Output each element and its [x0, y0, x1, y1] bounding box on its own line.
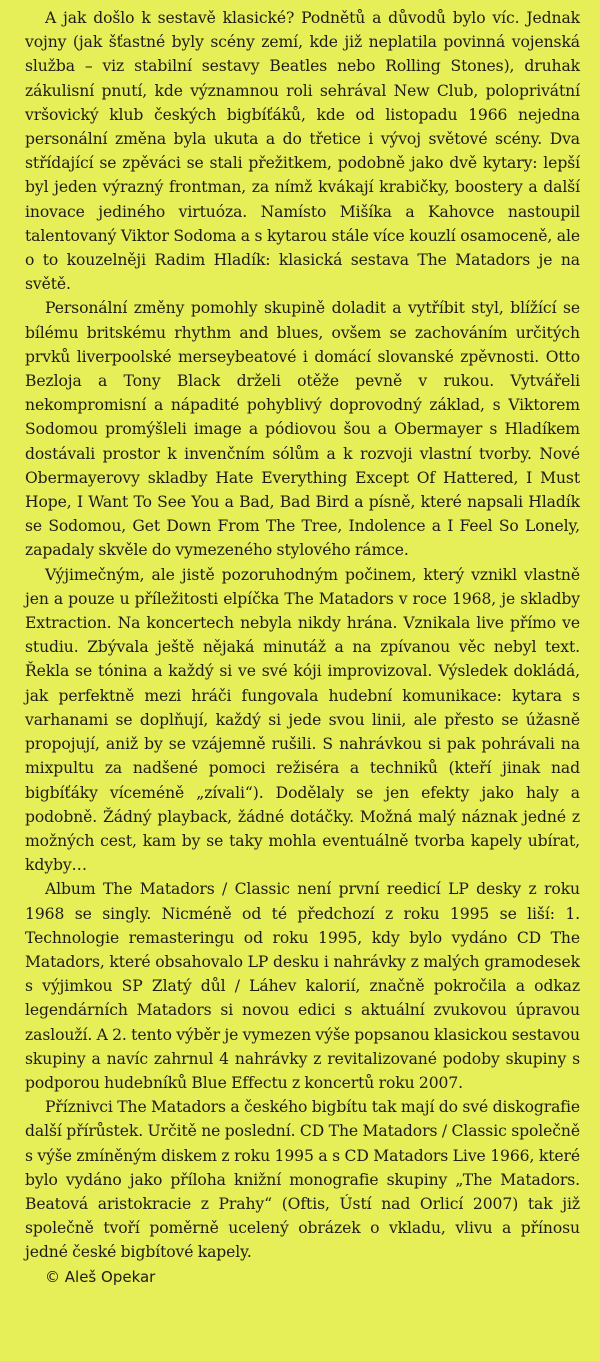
paragraph-discography: Příznivci The Matadors a českého bigbítu tak mají do své diskografie další přírůstek. Určitě ne poslední. CD The Matadors / Classic společně s výše zmíněným diskem z roku 1995 a s CD Matadors Live 1966, které bylo vydáno jako příloha knižní monografie skupiny „The Matadors. Beatová aristokracie z Prahy“ (Oftis, Ústí nad Orlicí 2007) tak již společně tvoří poměrně ucelený obrázek o vkladu, vlivu a přínosu jedné české bigbítové kapely.	[25, 1098, 580, 1262]
author-signature: © Aleš Opekar	[45, 1267, 156, 1286]
paragraph-classic-lineup: A jak došlo k sestavě klasické? Podnětů a důvodů bylo víc. Jednak vojny (jak šťastné byly scény zemí, kde již neplatila povinná vojenská služba – viz stabilní sestavy Beatles nebo Rolling Stones), druhak zákulisní pnutí, kde významnou roli sehrával New Club, poloprivátní vršovický klub českých bigbíťáků, kde od listopadu 1966 nejedna personální změna byla ukuta a do třetice i vývoj světové scény. Dva střídající se zpěváci se stali přežitkem, podobně jako dvě kytary: lepší byl jeden výrazný frontman, za nímž kvákají krabičky, boostery a další inovace jediného virtuóza. Namísto Mišíka a Kahovce nastoupil talentovaný Viktor Sodoma a s kytarou stále více kouzlí osamoceně, ale o to kouzelněji Radim Hladík: klasická sestava The Matadors je na světě.	[25, 9, 580, 294]
paragraph-style: Personální změny pomohly skupině doladit a vytříbit styl, blížící se bílému britskému rhythm and blues, ovšem se zachováním určitých prvků liverpoolské merseybeatové i domácí slovanské zpěvnosti. Otto Bezloja a Tony Black drželi otěže pevně v rukou. Vytvářeli nekompromisní a nápadité pohyblivý doprovodný základ, s Viktorem Sodomou promýšleli image a pódiovou šou a Obermayer s Hladíkem dostávali prostor k invenčním sólům a k rozvoji vlastní tvorby. Nové Obermayerovy skladby Hate Everything Except Of Hattered, I Must Hope, I Want To See You a Bad, Bad Bird a písně, které napsali Hladík se Sodomou, Get Down From The Tree, Indolence a I Feel So Lonely, zapadaly skvěle do vymezeného stylového rámce.	[25, 299, 580, 560]
paragraph-extraction: Výjimečným, ale jistě pozoruhodným počinem, který vznikl vlastně jen a pouze u příležitosti elpíčka The Matadors v roce 1968, je skladby Extraction. Na koncertech nebyla nikdy hrána. Vznikala live přímo ve studiu. Zbývala ještě nějaká minutáž a na zpívanou věc nebyl text. Řekla se tónina a každý si ve své kóji improvizoval. Výsledek dokládá, jak perfektně mezi hráči fungovala hudební komunikace: kytara s varhanami se doplňují, každý si jede svou linii, ale přesto se úžasně propojují, aniž by se vzájemně rušili. S nahrávkou si pak pohrávali na mixpultu za nadšené pomoci režiséra a techniků (kteří jinak nad bigbíťáky víceméně „zívali“). Dodělaly se jen efekty jako haly a podobně. Žádný playback, žádné dotáčky. Možná malý náznak jedné z možných cest, kam by se taky mohla eventuálně tvorba kapely ubírat, kdyby…	[25, 565, 580, 875]
paragraph-reissue: Album The Matadors / Classic není první reedicí LP desky z roku 1968 se singly. Nicméně od té předchozí z roku 1995 se liší: 1. Technologie remasteringu od roku 1995, kdy bylo vydáno CD The Matadors, které obsahovalo LP desku i nahrávky z malých gramodesek s výjimkou SP Zlatý důl / Láhev kalorií, značně pokročila a odkaz legendárních Matadors si novou edici s aktuální zvukovou úpravou zaslouží. A 2. tento výběr je vymezen výše popsanou klasickou sestavou skupiny a navíc zahrnul 4 nahrávky z revitalizované podoby skupiny s podporou hudebníků Blue Effectu z koncertů roku 2007.	[25, 880, 580, 1092]
